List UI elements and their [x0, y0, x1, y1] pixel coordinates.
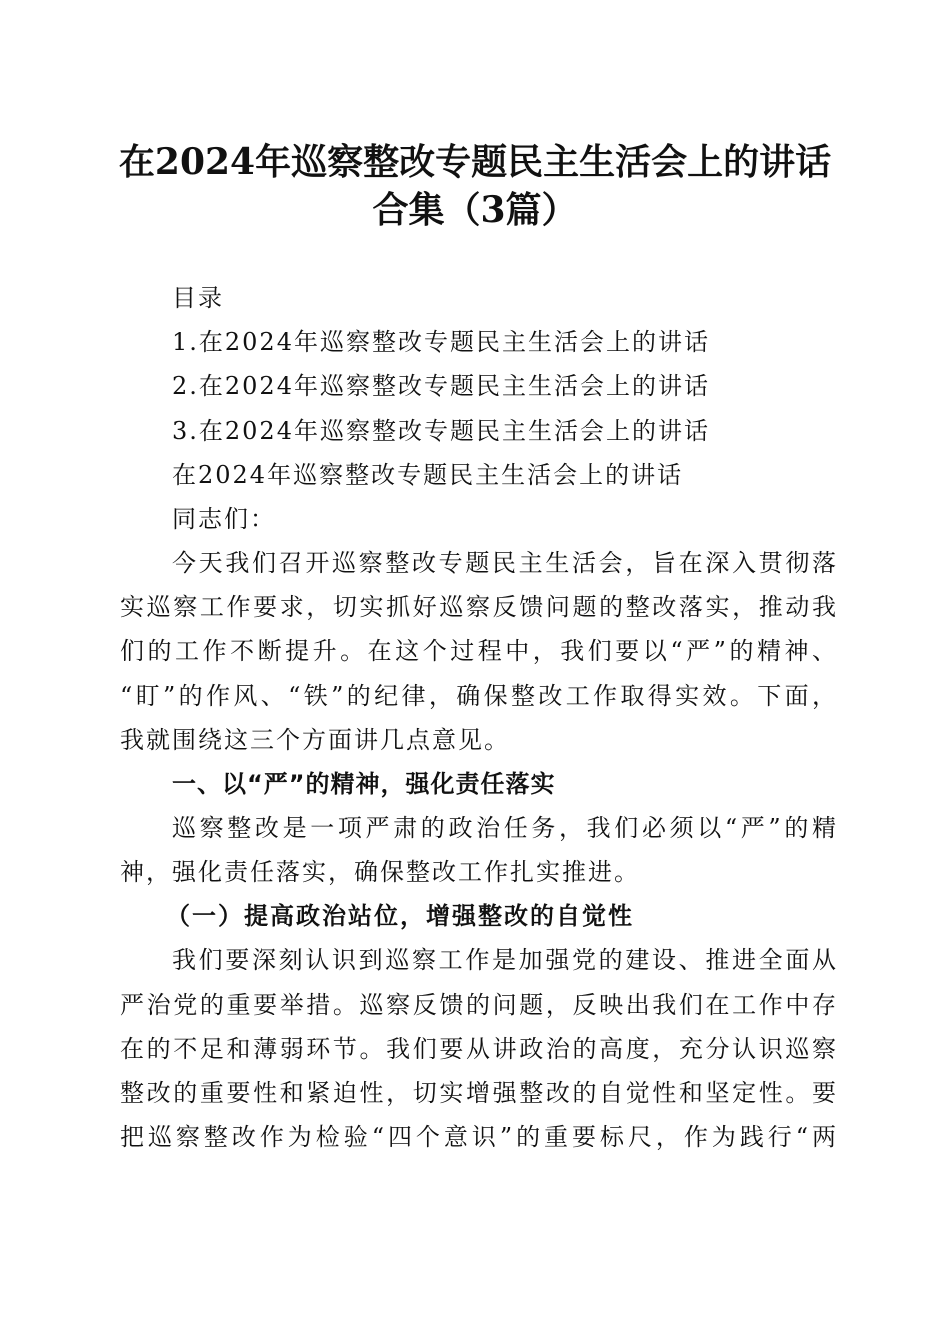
intro-line-4: “盯”的作风、“铁”的纪律，确保整改工作取得实效。下面，: [120, 682, 838, 710]
intro-line-3: 们的工作不断提升。在这个过程中，我们要以“严”的精神、: [120, 637, 838, 665]
toc-item-2: 2.在2024年巡察整改专题民主生活会上的讲话: [172, 372, 710, 400]
document-title-line-1: 在2024年巡察整改专题民主生活会上的讲话: [118, 141, 832, 183]
document-title-line-2: 合集（3篇）: [372, 189, 578, 231]
section-1-line-2: 神，强化责任落实，确保整改工作扎实推进。: [120, 858, 640, 886]
subsection-1-line-4: 整改的重要性和紧迫性，切实增强整改的自觉性和坚定性。要: [120, 1079, 838, 1107]
speech-title: 在2024年巡察整改专题民主生活会上的讲话: [172, 461, 684, 489]
toc-label: 目录: [172, 284, 224, 312]
subsection-1-line-3: 在的不足和薄弱环节。我们要从讲政治的高度，充分认识巡察: [120, 1035, 838, 1063]
salutation: 同志们：: [172, 505, 276, 533]
subsection-1-line-2: 严治党的重要举措。巡察反馈的问题，反映出我们在工作中存: [120, 991, 838, 1019]
section-1-line-1: 巡察整改是一项严肃的政治任务，我们必须以“严”的精: [172, 814, 838, 842]
subsection-1-line-5: 把巡察整改作为检验“四个意识”的重要标尺，作为践行“两: [120, 1123, 838, 1151]
subsection-1-line-1: 我们要深刻认识到巡察工作是加强党的建设、推进全面从: [172, 946, 838, 974]
toc-item-3: 3.在2024年巡察整改专题民主生活会上的讲话: [172, 417, 710, 445]
toc-item-1: 1.在2024年巡察整改专题民主生活会上的讲话: [172, 328, 710, 356]
intro-line-2: 实巡察工作要求，切实抓好巡察反馈问题的整改落实，推动我: [120, 593, 838, 621]
intro-line-5: 我就围绕这三个方面讲几点意见。: [120, 726, 510, 754]
intro-line-1: 今天我们召开巡察整改专题民主生活会，旨在深入贯彻落: [172, 549, 838, 577]
subsection-1-heading: （一）提高政治站位，增强整改的自觉性: [166, 901, 634, 930]
section-1-heading: 一、以“严”的精神，强化责任落实: [172, 770, 556, 798]
